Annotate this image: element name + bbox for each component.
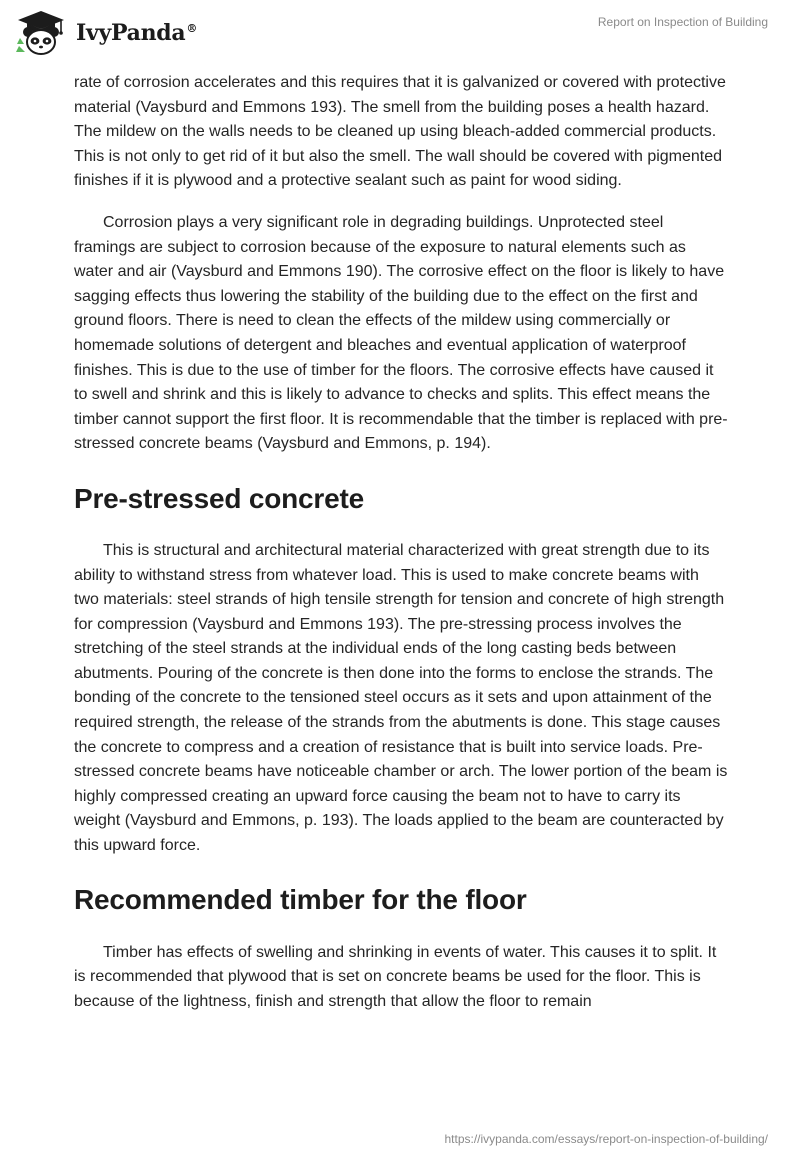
page-header xyxy=(0,0,800,70)
section-heading-pre-stressed-concrete: Pre-stressed concrete xyxy=(74,482,364,514)
source-url[interactable]: https://ivypanda.com/essays/report-on-inspection-of-building/ xyxy=(444,1132,768,1146)
brand-name: IvyPanda® xyxy=(76,20,198,46)
paragraph-1: rate of corrosion accelerates and this requires that it is galvanized or covered with protective material (Vaysburd and Emmons 193). The smell from the building poses a health hazard. The mildew on the walls needs to be cleaned up using bleach-added commercial products. This is not only to get rid of it but also the smell. The wall should be covered with pigmented finishes if it is plywood and a protective sealant such as paint for wood siding. xyxy=(74,74,726,190)
article-body xyxy=(74,71,728,1014)
section-heading-recommended-timber: Recommended timber for the floor xyxy=(74,883,527,915)
paragraph-4: Timber has effects of swelling and shrinking in events of water. This causes it to split. It is recommended that plywood that is set on concrete beams be used for the floor. This is because of the lightness, finish and strength that allow the floor to remain xyxy=(74,943,717,1010)
paragraph-3: This is structural and architectural material characterized with great strength due to its ability to withstand stress from whatever load. This is used to make concrete beams with two materials: steel strands of high tensile strength for tension and concrete of high strength for compression (Vaysburd and Emmons 193). The pre-stressing process involves the stretching of the steel strands at the individual ends of the long casting beds between abutments. Pouring of the concrete is then done into the forms to enclose the strands. The bonding of the concrete to the tensioned steel occurs as it sets and upon attainment of the required strength, the release of the strands from the abutments is done. This stage causes the concrete to compress and a creation of resistance that is built into service loads. Pre-stressed concrete beams have noticeable chamber or arch. The lower portion of the beam is highly compressed creating an upward force causing the beam not to have to carry its weight (Vaysburd and Emmons, p. 193). The loads applied to the beam are counteracted by this upward force. xyxy=(74,541,728,855)
paragraph-2: Corrosion plays a very significant role in degrading buildings. Unprotected steel framings are subject to corrosion because of the exposure to natural elements such as water and air (Vaysburd and Emmons 190). The corrosive effect on the floor is likely to have sagging effects thus lowering the stability of the building due to the effect on the first and ground floors. There is need to clean the effects of the mildew using commercially or homemade solutions of detergent and bleaches and eventual application of waterproof finishes. This is due to the use of timber for the floors. The corrosive effects have caused it to swell and shrink and this is likely to advance to checks and splits. This effect means the timber cannot support the first floor. It is recommendable that the timber is replaced with pre-stressed concrete beams (Vaysburd and Emmons, p. 194). xyxy=(74,213,728,453)
document-title: Report on Inspection of Building xyxy=(597,15,768,29)
panda-graduate-logo-icon xyxy=(14,8,72,58)
brand-logo[interactable] xyxy=(14,8,197,58)
